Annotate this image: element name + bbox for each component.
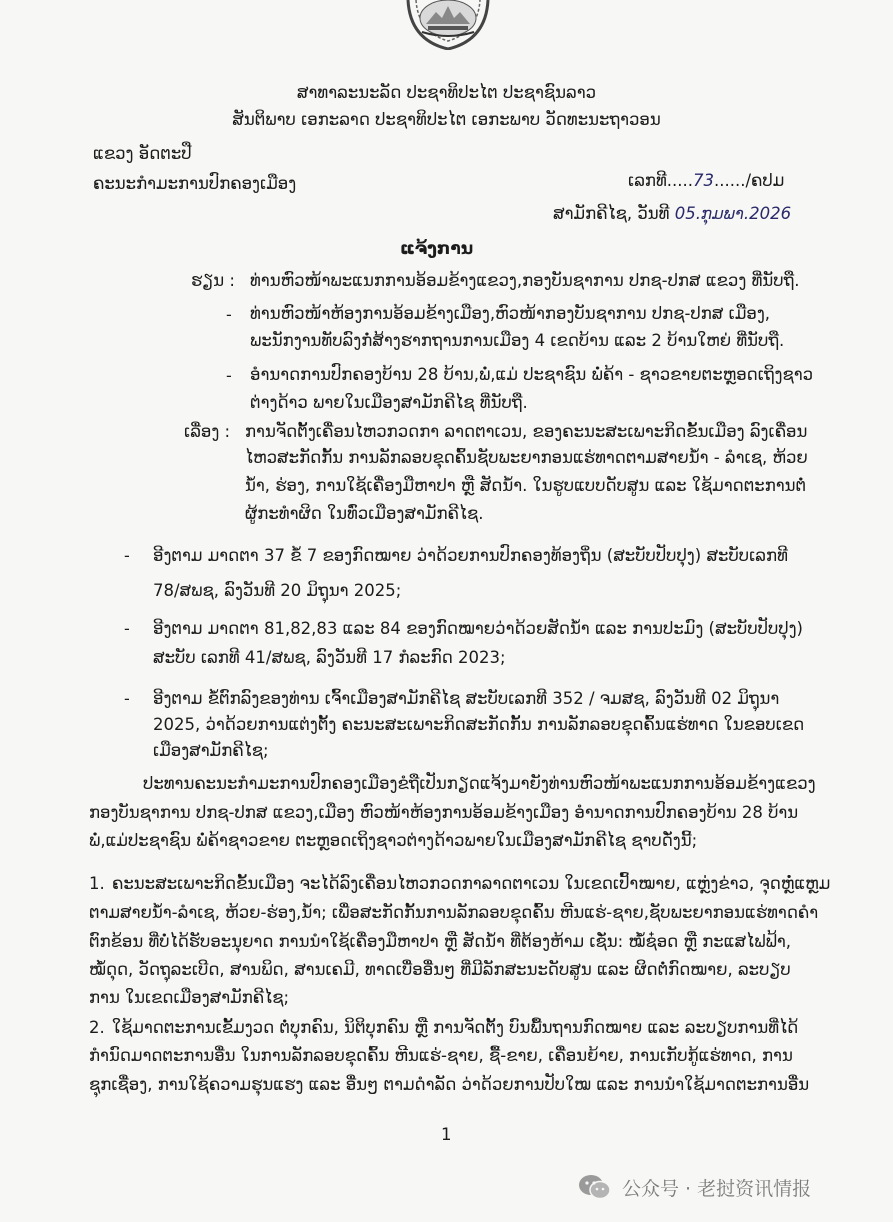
subject-line-1: ການຈັດຕັ້ງເຄື່ອນໄຫວກວດກາ ລາດຕາເວນ, ຂອງຄະນະສະເພາະກິດຂັ້ນເມືອງ ລົງເຄື່ອນ — [245, 422, 808, 441]
document-date — [553, 203, 791, 225]
bullet-dash: - — [124, 689, 130, 708]
recipient-2-line-2: ພະນັກງານທັບລົງກໍ່ສ້າງຮາກຖານການເມືອງ 4 ເຂດບ້ານ ແລະ 2 ບ້ານໃຫຍ່ ທີ່ນັບຖື. — [250, 331, 785, 350]
bullet-dash: - — [124, 546, 130, 565]
bullet-dash: - — [124, 619, 130, 638]
reference-3-line-3: ເມືອງສາມັກຄີໄຊ; — [153, 741, 269, 760]
date-prefix: ສາມັກຄີໄຊ, ວັນທີ — [553, 204, 670, 223]
recipient-line-1: ທ່ານຫົວໜ້າພະແນກການອ້ອມຂ້າງແຂວງ,ກອງບັນຊາການ ປກຊ-ປກສ ແຂວງ ທີ່ນັບຖື. — [250, 271, 800, 290]
point-1-number: 1. — [89, 874, 105, 893]
point-2-line-3: ຊຸກເຊື່ອງ, ການໃຊ້ຄວາມຮຸນແຮງ ແລະ ອື່ນໆ ຕາມດຳລັດ ວ່າດ້ວຍການປັບໃໝ ແລະ ການນຳໃຊ້ມາດຕະການອື່ນ — [89, 1075, 810, 1094]
reference-1-line-1: ອີງຕາມ ມາດຕາ 37 ຂໍ້ 7 ຂອງກົດໝາຍ ວ່າດ້ວຍການປົກຄອງທ້ອງຖິ່ນ (ສະບັບປັບປຸງ) ສະບັບເລກທີ — [153, 546, 788, 565]
recipient-2-line-1: ທ່ານຫົວໜ້າຫ້ອງການອ້ອມຂ້າງເມືອງ,ຫົວໜ້າກອງບັນຊາການ ປກຊ-ປກສ ເມືອງ, — [250, 304, 771, 323]
recipient-3-line-2: ຕ່າງດ້າວ ພາຍໃນເມືອງສາມັກຄີໄຊ ທີ່ນັບຖື. — [250, 393, 528, 412]
point-2-line-1: ໃຊ້ມາດຕະການເຂັ້ມງວດ ຕໍ່ບຸກຄົນ, ນິຕິບຸກຄົນ ຫຼື ການຈັດຕັ້ງ ບົນພື້ນຖານກົດໝາຍ ແລະ ລະບຽບການທີ່ໄດ້ — [112, 1018, 799, 1037]
point-1-line-4: ໝໍ້ດຸດ, ວັດຖຸລະເບີດ, ສານພິດ, ສານເຄມີ, ທາດເບື່ອອື່ນໆ ທີ່ມີລັກສະນະດັບສູນ ແລະ ຜິດຕໍ່ກົດໝາຍ, ລະບຽບ — [89, 960, 791, 979]
reference-2-line-2: ສະບັບ ເລກທີ 41/ສພຊ, ລົງວັນທີ 17 ກໍລະກົດ 2023; — [153, 648, 506, 667]
national-emblem — [402, 0, 494, 50]
reference-3-line-2: 2025, ວ່າດ້ວຍການແຕ່ງຕັ້ງ ຄະນະສະເພາະກິດສະກັດກັ້ນ ການລັກລອບຂຸດຄົ້ນແຮ່ທາດ ໃນຂອບເຂດ — [153, 715, 805, 734]
country-name: ສາທາລະນະລັດ ປະຊາທິປະໄຕ ປະຊາຊົນລາວ — [296, 83, 597, 102]
recipient-3-line-1: ອຳນາດການປົກຄອງບ້ານ 28 ບ້ານ,ພໍ່,ແມ່ ປະຊາຊົນ ພໍ່ຄ້າ - ຊາວຂາຍຕະຫຼອດເຖິງຊາວ — [250, 365, 814, 384]
reference-suffix: /ຄປມ — [745, 171, 785, 190]
intro-line-3: ພໍ່,ແມ່ປະຊາຊົນ ພໍ່ຄ້າຊາວຂາຍ ຕະຫຼອດເຖິງຊາວຕ່າງດ້າວພາຍໃນເມືອງສາມັກຄີໄຊ ຊາບດັ່ງນີ້; — [89, 831, 698, 850]
subject-line-2: ໄຫວສະກັດກັ້ນ ການລັກລອບຂຸດຄົ້ນຊັບພະຍາກອນແຮ່ທາດຕາມສາຍນ້ຳ - ລຳເຊ, ຫ້ວຍ — [245, 448, 808, 467]
point-1-line-2: ຕາມສາຍນ້ຳ-ລຳເຊ, ຫ້ວຍ-ຮ່ອງ,ນ້ຳ; ເພື່ອສະກັດກັ້ນການລັກລອບຂຸດຄົ້ນ ຫີນແຮ່-ຊາຍ,ຊັບພະຍາກອນແຮ່ທາດຄຳ — [89, 903, 819, 922]
reference-prefix: ເລກທີ — [628, 171, 667, 190]
recipients-label: ຮຽນ : — [191, 271, 235, 290]
point-1-line-5: ການ ໃນເຂດເມືອງສາມັກຄີໄຊ; — [89, 988, 290, 1007]
reference-1-line-2: 78/ສພຊ, ລົງວັນທີ 20 ມິຖຸນາ 2025; — [153, 581, 402, 600]
document-title: ແຈ້ງການ — [400, 239, 474, 259]
watermark — [578, 1170, 811, 1204]
reference-number: ເລກທີ.....73....../ຄປມ — [628, 171, 785, 190]
subject-label: ເລື່ອງ : — [184, 422, 231, 441]
watermark-text: 公众号 · 老挝资讯情报 — [622, 1177, 812, 1200]
subject-line-4: ຜູ້ກະທຳຜິດ ໃນທົ່ວເມືອງສາມັກຄີໄຊ. — [245, 504, 484, 523]
reference-2-line-1: ອີງຕາມ ມາດຕາ 81,82,83 ແລະ 84 ຂອງກົດໝາຍວ່າດ້ວຍສັດນ້ຳ ແລະ ການປະມົງ (ສະບັບປັບປຸງ) — [153, 619, 803, 638]
intro-line-1: ປະທານຄະນະກຳມະການປົກຄອງເມືອງຂໍຖືເປັນກຽດແຈ້ງມາຍັງທ່ານຫົວໜ້າພະແນກການອ້ອມຂ້າງແຂວງ — [143, 774, 816, 793]
bullet-dash: - — [226, 366, 232, 385]
wechat-icon — [578, 1174, 612, 1200]
committee-name: ຄະນະກຳມະການປົກຄອງເມືອງ — [93, 174, 297, 193]
date-handwritten: 05.ກຸມພາ.2026 — [674, 204, 792, 223]
bullet-dash: - — [226, 305, 232, 324]
intro-line-2: ກອງບັນຊາການ ປກຊ-ປກສ ແຂວງ,ເມືອງ ຫົວໜ້າຫ້ອງການອ້ອມຂ້າງເມືອງ ອຳນາດການປົກຄອງບ້ານ 28 ບ້ານ — [89, 803, 799, 822]
page-number: 1 — [441, 1125, 452, 1144]
point-1-line-1: ຄະນະສະເພາະກິດຂັ້ນເມືອງ ຈະໄດ້ລົງເຄື່ອນໄຫວກວດກາລາດຕາເວນ ໃນເຂດເປົ້າໝາຍ, ແຫຼ່ງຂ່າວ, ຈຸດຫຼໍ່ແຫຼມ — [112, 874, 831, 893]
province-name: ແຂວງ ອັດຕະປື — [93, 144, 192, 163]
point-2-line-2: ກຳນົດມາດຕະການອື່ນ ໃນການລັກລອບຂຸດຄົ້ນ ຫີນແຮ່-ຊາຍ, ຊື້-ຂາຍ, ເຄື່ອນຍ້າຍ, ການເກັບກູ້ແຮ່ທາດ, ການ — [89, 1046, 793, 1065]
reference-3-line-1: ອີງຕາມ ຂໍ້ຕົກລົງຂອງທ່ານ ເຈົ້າເມືອງສາມັກຄີໄຊ ສະບັບເລກທີ 352 / ຈມສຊ, ລົງວັນທີ 02 ມິຖຸນາ — [153, 689, 780, 708]
point-2-number: 2. — [89, 1018, 105, 1037]
point-1-line-3: ຕົກຂ້ອນ ທີ່ບໍ່ໄດ້ຮັບອະນຸຍາດ ການນຳໃຊ້ເຄື່ອງມືຫາປາ ຫຼື ສັດນ້ຳ ທີ່ຕ້ອງຫ້າມ ເຊັ່ນ: ໝໍ້ຊ໋ອດ ຫຼື ກະແສໄຟຟ້າ, — [89, 932, 792, 951]
reference-handwritten-number: 73 — [693, 171, 715, 190]
subject-line-3: ນ້ຳ, ຮ່ອງ, ການໃຊ້ເຄື່ອງມືຫາປາ ຫຼື ສັດນ້ຳ. ໃນຮູບແບບດັບສູນ ແລະ ໃຊ້ມາດຕະການຕໍ່ — [245, 476, 807, 495]
national-motto: ສັນຕິພາບ ເອກະລາດ ປະຊາທິປະໄຕ ເອກະພາບ ວັດທະນະຖາວອນ — [232, 110, 661, 129]
